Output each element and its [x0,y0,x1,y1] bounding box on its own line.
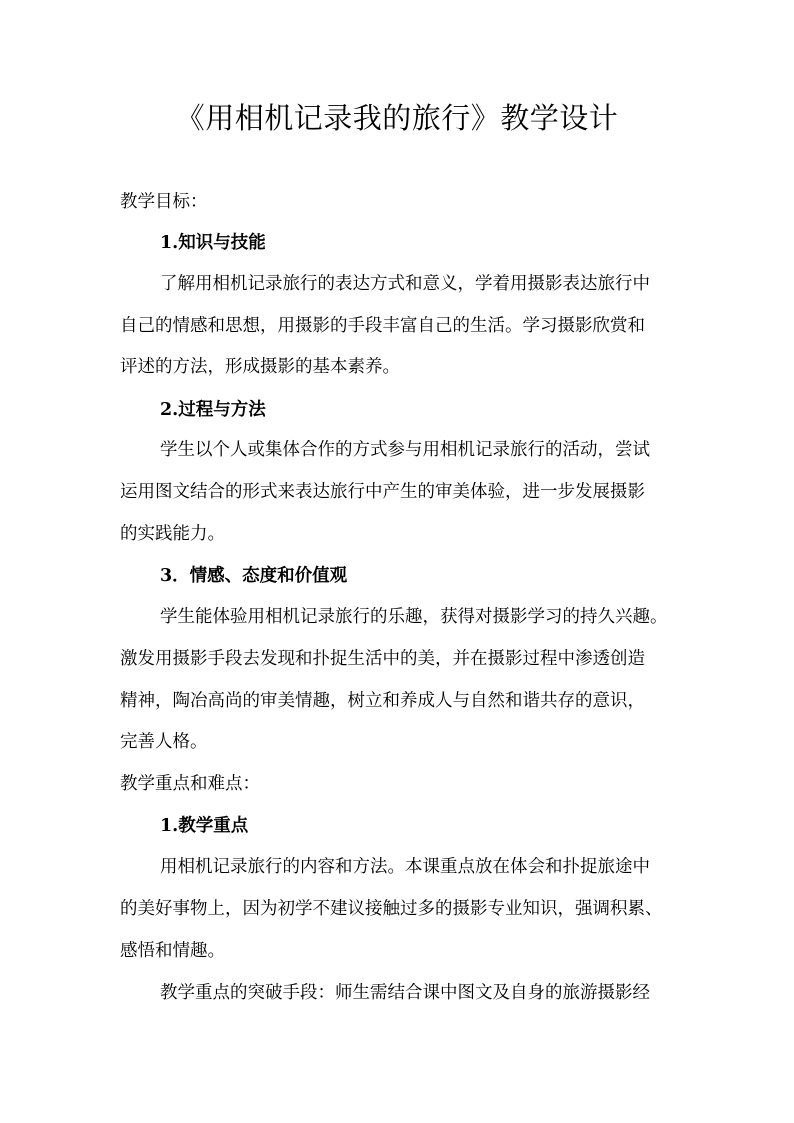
section-heading-emotion-values: 3．情感、态度和价值观 [160,566,348,586]
paragraph-line: 了解用相机记录旅行的表达方式和意义，学着用摄影表达旅行中 [160,274,650,294]
section-heading-knowledge-skills: 1.知识与技能 [160,233,266,253]
paragraph-line: 运用图文结合的形式来表达旅行中产生的审美体验，进一步发展摄影 [120,482,645,502]
key-points-heading: 教学重点和难点： [120,774,260,794]
paragraph-line: 学生以个人或集体合作的方式参与用相机记录旅行的活动，尝试 [160,440,650,460]
paragraph-line: 精神，陶冶高尚的审美情趣，树立和养成人与自然和谐共存的意识， [120,691,645,711]
section-heading-process-methods: 2.过程与方法 [160,400,266,420]
paragraph-line: 评述的方法，形成摄影的基本素养。 [120,357,400,377]
paragraph-line: 激发用摄影手段去发现和扑捉生活中的美，并在摄影过程中渗透创造 [120,649,645,669]
page-title: 《用相机记录我的旅行》教学设计 [175,101,619,135]
paragraph-line: 学生能体验用相机记录旅行的乐趣，获得对摄影学习的持久兴趣。 [160,607,668,627]
paragraph-line: 教学重点的突破手段：师生需结合课中图文及自身的旅游摄影经 [160,983,650,1003]
paragraph-line: 感悟和情趣。 [120,941,225,961]
paragraph-line: 完善人格。 [120,732,208,752]
paragraph-line: 的美好事物上，因为初学不建议接触过多的摄影专业知识，强调积累、 [120,899,663,919]
section-heading-teaching-focus: 1.教学重点 [160,816,249,836]
objectives-heading: 教学目标： [120,192,208,212]
paragraph-line: 自己的情感和思想，用摄影的手段丰富自己的生活。学习摄影欣赏和 [120,316,645,336]
paragraph-line: 用相机记录旅行的内容和方法。本课重点放在体会和扑捉旅途中 [160,857,650,877]
paragraph-line: 的实践能力。 [120,524,225,544]
